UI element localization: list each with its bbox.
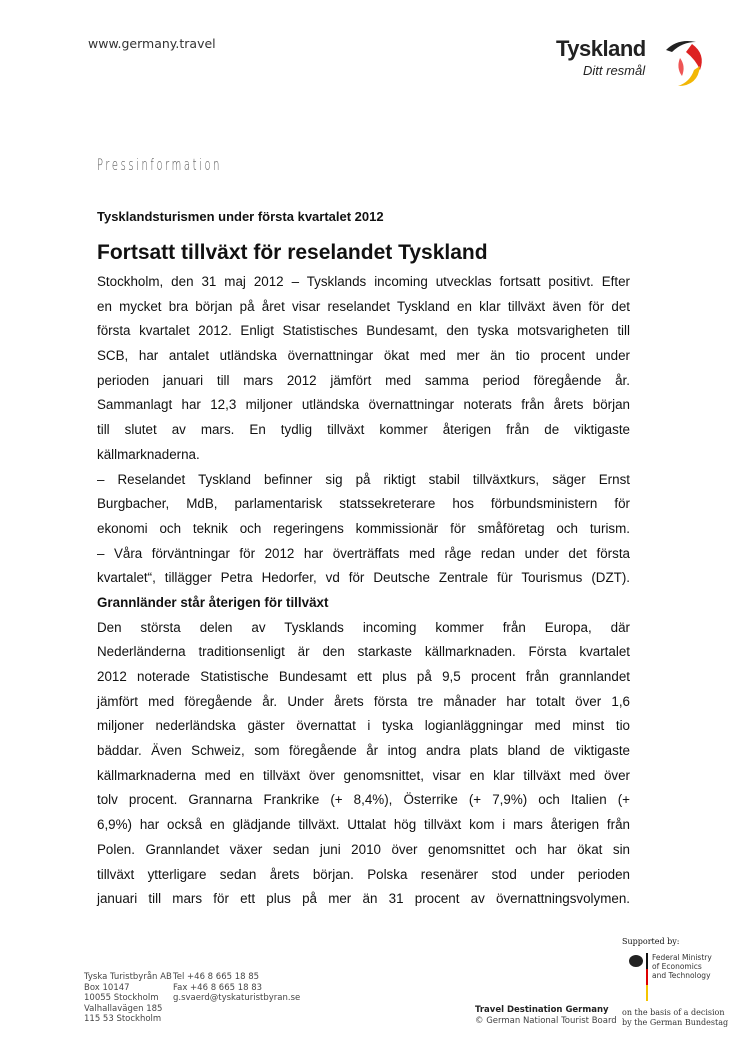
paragraph-1	[97, 270, 630, 468]
eagle-flag-icon	[626, 953, 650, 1003]
text-line: källmarknaderna.	[97, 446, 200, 462]
paragraph-3	[97, 616, 630, 912]
website-url: www.germany.travel	[88, 36, 216, 51]
email-link[interactable]: g.svaerd@tyskaturistbyran.se	[173, 993, 301, 1003]
text-line: tillväxt ytterligare sedan årets början. Polska resenärer stod under perioden	[97, 866, 630, 882]
text-line: – Våra förväntningar för 2012 har överträffats med råge redan under det första	[97, 545, 630, 561]
logo-swirl-icon	[662, 36, 706, 90]
text-line: miljoner nederländska gäster övernattat i tyska logianläggningar med minst tio	[97, 718, 630, 734]
text-line: Den största delen av Tysklands incoming kommer från Europa, där	[97, 619, 630, 635]
footer-contact	[173, 972, 300, 1004]
address-line: Box 10147	[84, 982, 130, 993]
text-line: en mycket bra början på året visar reselandet Tyskland en klar tillväxt även för det	[97, 298, 630, 314]
address-line: Valhallavägen 185	[84, 1003, 163, 1014]
page-title: Fortsatt tillväxt för reselandet Tyskland	[97, 241, 488, 264]
tdg-title: Travel Destination Germany	[475, 1005, 609, 1015]
text-line: SCB, har antalet utländska övernattningar ökat med mer än tio procent under	[97, 348, 630, 364]
logo-tagline: Ditt resmål	[583, 63, 646, 78]
text-line: tolv procent. Grannarna Frankrike (+ 8,4%), Österrike (+ 7,9%) och Italien (+	[97, 792, 630, 808]
text-line: första kvartalet 2012. Enligt Statistisches Bundesamt, den tyska motsvarigheten till	[97, 323, 630, 339]
text-line: – Reselandet Tyskland befinner sig på riktigt stabil tillväxtkurs, säger Ernst	[97, 471, 630, 487]
text-line: Sammanlagt har 12,3 miljoner utländska övernattningar noterats från årets början	[97, 397, 630, 413]
supported-by-label: Supported by:	[622, 937, 680, 946]
text-line: Burgbacher, MdB, parlamentarisk statssekreterare hos förbundsministern för	[97, 496, 630, 512]
text-line: bäddar. Även Schweiz, som föregående år intog andra plats bland de viktigaste	[97, 743, 630, 759]
tdg-subtitle: © German National Tourist Board	[475, 1015, 617, 1026]
tyskland-logo	[556, 36, 706, 92]
text-line: perioden januari till mars 2012 jämfört med samma period föregående år.	[97, 372, 630, 388]
text-line: Polen. Grannlandet växer sedan juni 2010 över genomsnittet och har ökat sin	[97, 841, 630, 857]
text-line: 6,9%) har också en glädjande tillväxt. Uttalat hög tillväxt kom i mars återigen från	[97, 817, 630, 833]
address-line: 10055 Stockholm	[84, 993, 159, 1003]
section-heading: Grannländer står återigen för tillväxt	[97, 594, 329, 610]
ministry-line: and Technology	[652, 971, 711, 980]
text-line: kvartalet“, tillägger Petra Hedorfer, vd för Deutsche Zentrale für Tourismus (DZT).	[97, 570, 630, 586]
body-text	[97, 270, 630, 912]
footer-tdg	[475, 1005, 617, 1026]
logo-title: Tyskland	[556, 36, 646, 61]
ministry-line: of Economics	[652, 962, 702, 971]
text-line: källmarknaderna med en tillväxt över genomsnittet, visar en klar tillväxt med över	[97, 767, 630, 783]
paragraph-2	[97, 468, 630, 591]
subtitle: Tysklandsturismen under första kvartalet 2012	[97, 209, 384, 224]
address-line: Tyska Turistbyrån AB	[84, 972, 172, 982]
text-line: jämfört med föregående år. Under årets första tre månader har totalt över 1,6	[97, 693, 630, 709]
note-line: on the basis of a decision	[622, 1008, 725, 1017]
note-line: by the German Bundestag	[622, 1017, 729, 1027]
fax: Fax +46 8 665 18 83	[173, 982, 263, 993]
phone: Tel +46 8 665 18 85	[173, 972, 260, 982]
text-line: ekonomi och teknik och regeringens kommissionär för småföretag och turism.	[97, 520, 630, 536]
address-line: 115 53 Stockholm	[84, 1014, 162, 1024]
ministry-logo	[626, 953, 716, 1003]
text-line: januari till mars för ett plus på mer än 31 procent av övernattningsvolymen.	[97, 891, 630, 907]
text-line: till slutet av mars. En tydlig tillväxt kommer återigen från de viktigaste	[97, 422, 630, 438]
text-line: Nederländerna traditionsenligt är den starkaste källmarknaden. Första kvartalet	[97, 644, 630, 660]
text-line: Stockholm, den 31 maj 2012 – Tysklands incoming utvecklas fortsatt positivt. Efter	[97, 274, 630, 289]
ministry-line: Federal Ministry	[652, 953, 712, 962]
bundestag-note	[622, 1008, 728, 1027]
text-line: 2012 noterade Statistische Bundesamt ett plus på 9,5 procent från grannlandet	[97, 669, 630, 684]
footer-address	[84, 972, 172, 1025]
document-type: Pressinformation	[97, 155, 223, 174]
